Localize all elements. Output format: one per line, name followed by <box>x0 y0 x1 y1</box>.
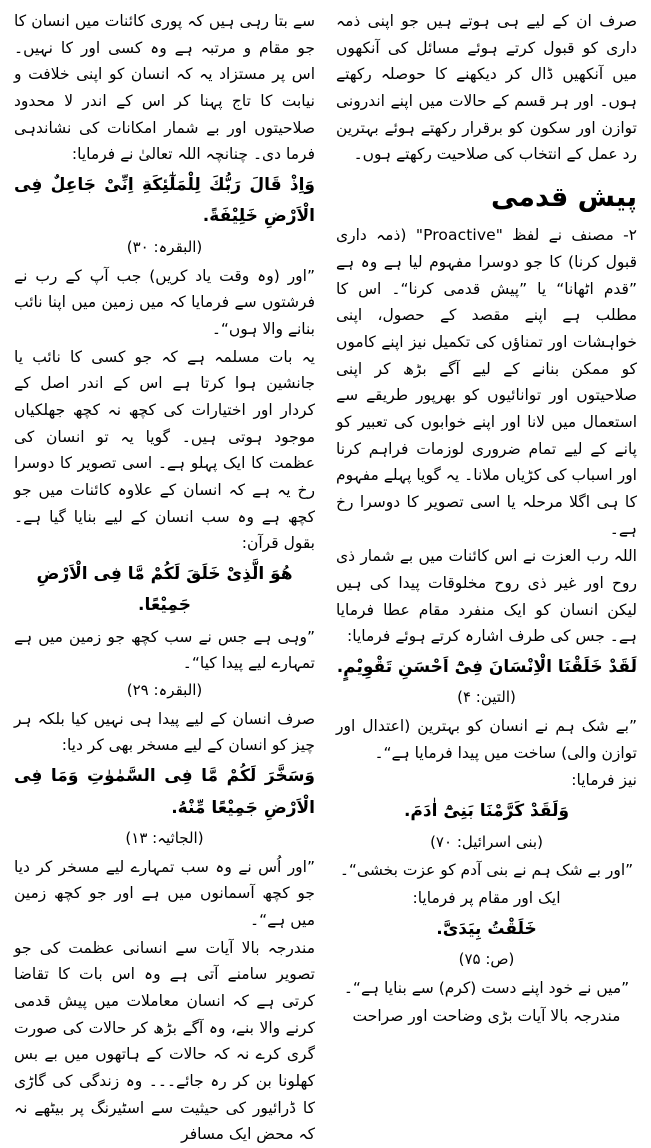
section-heading: پیش قدمی <box>490 181 637 213</box>
left-text-column <box>336 8 641 1025</box>
quran-verse-arabic: وَلَقَدْ كَرَّمْنَا بَنِىْٓ اٰدَمَ. <box>403 801 570 822</box>
verse-reference: (بنی اسرائیل: ۷۰) <box>430 832 543 851</box>
right-text-column <box>10 8 315 1144</box>
verse-translation: ”بے شک ہم نے انسان کو بہترین (اعتدال اور توازن والی) ساخت میں پیدا فرمایا ہے“۔ <box>336 717 637 762</box>
verse-reference: (البقرہ: ۳۰) <box>126 237 203 256</box>
paragraph: یہ بات مسلمہ ہے کہ جو کسی کا نائب یا جانشین ہوا کرتا ہے اس کے اندر اصل کے کردار اور اختیارات کی کچھ نہ کچھ جھلکیاں موجود ہوتی ہیں۔ گویا یہ تو انسان کی عظمت کا ایک پہلو ہے۔ اسی تصویر کا دوسرا رخ یہ ہے کہ انسان کے علاوہ کائنات میں جو کچھ ہے وہ سب انسان کے لیے بنایا گیا ہے۔ بقول قرآن: <box>14 347 315 553</box>
paragraph: صرف ان کے لیے ہی ہوتے ہیں جو اپنی ذمہ داری کو قبول کرتے ہوئے مسائل کی آنکھوں میں آنکھیں ڈال کر دیکھنے کا حوصلہ رکھتے ہوں۔ اور ہر قسم کے حالات میں اپنے اندرونی توازن اور سکون کو برقرار رکھتے ہوئے بہترین رد عمل کے انتخاب کی صلاحیت رکھتے ہوں۔ <box>336 12 637 164</box>
verse-translation: ”اور بے شک ہم نے بنی آدم کو عزت بخشی“۔ <box>339 861 634 880</box>
verse-reference: (ص: ۷۵) <box>458 950 515 969</box>
verse-translation: ”اور اُس نے وہ سب تمہارے لیے مسخر کر دیا جو کچھ آسمانوں میں ہے اور جو کچھ زمین میں ہے“۔ <box>14 857 315 930</box>
numbered-paragraph: ۲- مصنف نے لفظ "Proactive" (ذمہ داری قبول کرنا) کا جو دوسرا مفہوم لیا ہے وہ ہے ”قدم اٹھانا“ یا ”پیش قدمی کرنا“۔ اس کا مطلب ہے اپنے مقصد کے حصول، اپنی خواہشات اور تمناؤں کی تکمیل نیز اپنے کاموں کو ممکن بنانے کے لیے آگے بڑھ کر اپنی صلاحیتوں اور توانائیوں کو بھرپور طریقے سے استعمال میں لانا اور اپنے خوابوں کی تعبیر کو پانے کے لیے تمام ضروری لوزمات فراہم کرنا اور اسباب کی کڑیاں ملانا۔ یہ گویا پہلے مفہوم کا ہی اگلا مرحلہ یا اسی تصویر کا دوسرا رخ ہے۔ <box>336 226 637 538</box>
quran-verse-arabic: وَسَخَّرَ لَكُمْ مَّا فِى السَّمٰوٰتِ وَمَا فِى الْاَرْضِ جَمِيْعًا مِّنْهُ. <box>14 766 315 818</box>
paragraph: مندرجہ بالا آیات بڑی وضاحت اور صراحت <box>352 1006 621 1025</box>
verse-reference: (الجاثیہ: ۱۳) <box>125 829 204 847</box>
verse-translation: ”میں نے خود اپنے دست (کرم) سے بنایا ہے“۔ <box>343 978 630 997</box>
quran-verse-arabic: وَاِذْ قَالَ رَبُّكَ لِلْمَلٰٓئِكَةِ اِنِّىْ جَاعِلٌ فِى الْاَرْضِ خَلِيْفَةً. <box>14 174 315 227</box>
connector-text: نیز فرمایا: <box>571 771 637 790</box>
verse-reference: (التین: ۴) <box>457 688 516 707</box>
verse-translation: ”وہی ہے جس نے سب کچھ جو زمین میں ہے تمہارے لیے پیدا کیا“۔ <box>14 627 315 673</box>
verse-translation: ”اور (وہ وقت یاد کریں) جب آپ کے رب نے فرشتوں سے فرمایا کہ میں زمین میں اپنا نائب بنانے والا ہوں“۔ <box>14 266 315 338</box>
quran-verse-arabic: لَقَدْ خَلَقْنَا الْاِنْسَانَ فِىْٓ اَحْسَنِ تَقْوِيْمٍ. <box>336 656 637 677</box>
connector-text: ایک اور مقام پر فرمایا: <box>412 889 561 908</box>
paragraph: مندرجہ بالا آیات سے انسانی عظمت کی جو تصویر سامنے آتی ہے وہ اس بات کا تقاضا کرتی ہے کہ انسان معاملات میں پیش قدمی کرنے والا بنے، وہ آگے بڑھ کر حالات کی صورت گری کرے نہ کہ حالات کے ہاتھوں میں بے بس کھلونا بن کر رہ جائے۔۔۔ وہ زندگی کی گاڑی کا ڈرائیور کی حیثیت سے اسٹیرنگ پر بیٹھے نہ کہ محض ایک مسافر <box>14 938 315 1144</box>
paragraph: اللہ رب العزت نے اس کائنات میں بے شمار ذی روح اور غیر ذی روح مخلوقات پیدا کی ہیں لیکن انسان کو ایک منفرد مقام عطا فرمایا ہے۔ جس کی طرف اشارہ کرتے ہوئے فرمایا: <box>336 547 637 646</box>
verse-reference: (البقرہ: ۲۹) <box>126 681 203 700</box>
paragraph: صرف انسان کے لیے پیدا ہی نہیں کیا بلکہ ہر چیز کو انسان کے لیے مسخر بھی کر دیا: <box>14 709 315 755</box>
quran-verse-arabic: هُوَ الَّذِىْ خَلَقَ لَكُمْ مَّا فِى الْاَرْضِ جَمِيْعًا. <box>36 563 293 616</box>
quran-verse-arabic: خَلَقْتُ بِيَدَىَّ. <box>436 918 537 939</box>
paragraph: سے بتا رہی ہیں کہ پوری کائنات میں انسان کا جو مقام و مرتبہ ہے وہ کسی اور کا نہیں۔ اس پر مستزاد یہ کہ انسان کو اپنی خلافت و نیابت کا تاج پہنا کر اس کے اندر لا محدود صلاحیتوں اور بے شمار امکانات کی نشاندہی فرما دی۔ چنانچہ اللہ تعالیٰ نے فرمایا: <box>14 12 315 164</box>
